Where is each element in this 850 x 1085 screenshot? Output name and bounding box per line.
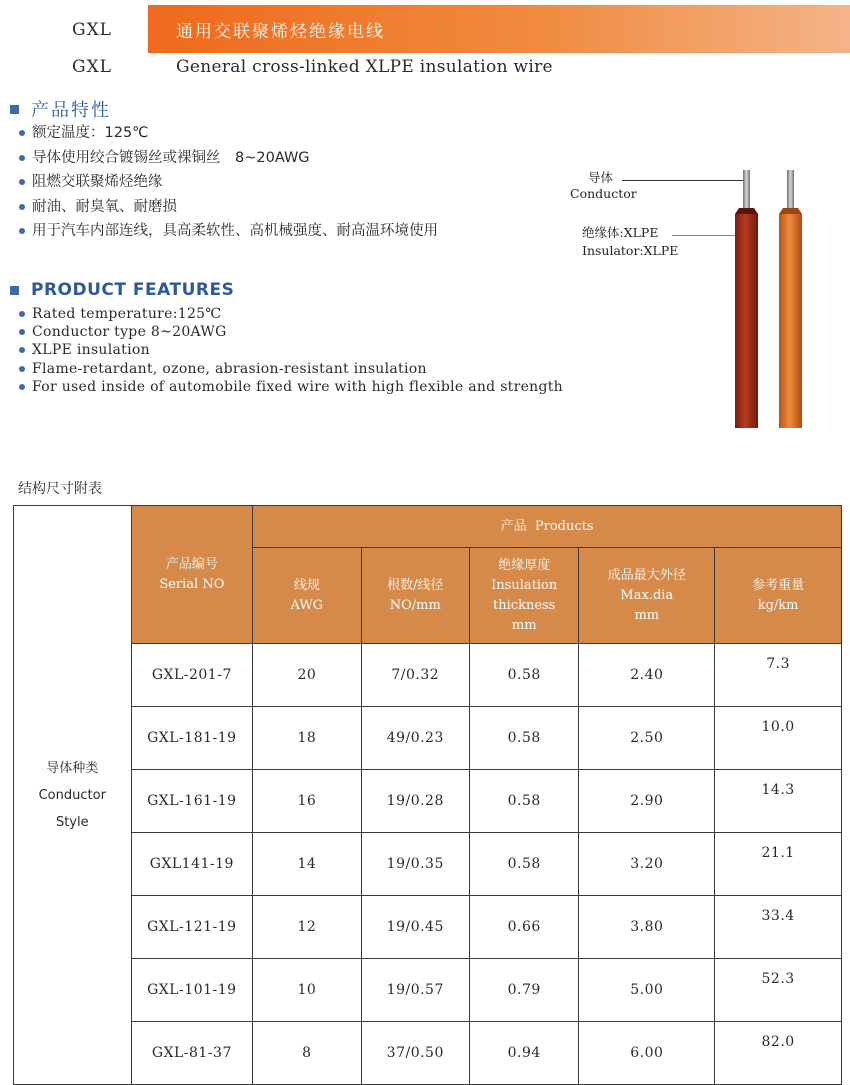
products-header-en: Products [534,518,594,534]
list-item: 导体使用绞合镀锡丝或裸铜丝 8~20AWG [10,146,438,171]
table-row [14,896,842,959]
conductor-style-cn: 导体种类 [46,760,99,776]
thickness-header-en-3: mm [511,617,537,633]
awg-cell: 12 [253,896,361,959]
awg-cell: 14 [253,833,361,896]
max-dia-cell: 3.20 [579,833,715,896]
max-dia-cell: 2.40 [579,644,715,707]
product-title-cn: 通用交联聚烯烃绝缘电线 [176,22,385,42]
list-item: 额定温度：125℃ [10,121,438,146]
list-item: Rated temperature:125℃ [10,305,563,323]
table-caption: 结构尺寸附表 [18,481,102,497]
thickness-header-en-1: Insulation [491,577,558,593]
serial-cell: GXL-81-37 [131,1022,253,1085]
weight-header-en: kg/km [757,597,799,613]
max-dia-cell: 6.00 [579,1022,715,1085]
weight-header-cn: 参考重量 [752,577,805,593]
table-row [14,833,842,896]
conductor-leader-line [622,180,744,181]
thickness-header [469,548,578,644]
strand-cell: 19/0.28 [361,770,469,833]
max-dia-header-en-1: Max.dia [620,587,674,603]
max-dia-cell: 2.50 [579,707,715,770]
conductor-style-cell [14,506,132,1085]
features-en-heading-text: PRODUCT FEATURES [31,280,235,300]
weight-cell: 21.1 [715,833,842,896]
thickness-cell: 0.58 [469,770,578,833]
list-item: 耐油、耐臭氧、耐磨损 [10,195,438,220]
strand-header-en: NO/mm [389,597,441,613]
max-dia-cell: 2.90 [579,770,715,833]
max-dia-header-en-2: mm [634,607,660,623]
list-item: Flame-retardant, ozone, abrasion-resistant insulation [10,360,563,378]
weight-cell: 10.0 [715,707,842,770]
strand-cell: 19/0.57 [361,959,469,1022]
table-row [14,1022,842,1085]
serial-cell: GXL-121-19 [131,896,253,959]
conductor-style-en-2: Style [55,814,89,830]
awg-cell: 10 [253,959,361,1022]
list-item: XLPE insulation [10,341,563,359]
weight-header [715,548,842,644]
features-en-heading [10,280,234,300]
serial-header-cn: 产品编号 [165,556,218,572]
thickness-cell: 0.94 [469,1022,578,1085]
thickness-cell: 0.66 [469,896,578,959]
strand-cell: 37/0.50 [361,1022,469,1085]
insulator-label-cn: 绝缘体:XLPE [582,225,659,240]
insulator-leader-line [672,235,736,236]
table-row [14,644,842,707]
thickness-cell: 0.58 [469,833,578,896]
serial-cell: GXL-101-19 [131,959,253,1022]
awg-header-cn: 线规 [293,577,320,593]
serial-cell: GXL-181-19 [131,707,253,770]
awg-cell: 18 [253,707,361,770]
product-code-cn: GXL [72,20,112,40]
awg-cell: 20 [253,644,361,707]
strand-cell: 7/0.32 [361,644,469,707]
conductor-label-cn: 导体 [588,170,614,185]
strand-header-cn: 根数/线径 [387,577,444,593]
list-item: For used inside of automobile fixed wire with high flexible and strength [10,378,563,396]
max-dia-cell: 5.00 [579,959,715,1022]
table-row [14,959,842,1022]
features-en-list [10,305,563,396]
list-item: 用于汽车内部连线，具高柔软性、高机械强度、耐高温环境使用 [10,219,438,244]
strand-cell: 19/0.45 [361,896,469,959]
awg-header-en: AWG [290,597,324,613]
list-item: Conductor type 8~20AWG [10,323,563,341]
square-bullet-icon [10,105,19,114]
products-header [253,506,842,548]
weight-cell: 52.3 [715,959,842,1022]
features-cn-list [10,121,438,244]
strand-header [361,548,469,644]
thickness-cell: 0.79 [469,959,578,1022]
thickness-cell: 0.58 [469,644,578,707]
features-cn-heading-text: 产品特性 [31,100,111,121]
strand-cell: 49/0.23 [361,707,469,770]
max-dia-cell: 3.80 [579,896,715,959]
insulator-label-en: Insulator:XLPE [582,243,679,258]
table-row [14,770,842,833]
wire-diagram [560,168,850,438]
wire-samples-icon [730,168,810,430]
square-bullet-icon [10,286,19,295]
thickness-cell: 0.58 [469,707,578,770]
conductor-label-en: Conductor [570,186,637,201]
weight-cell: 82.0 [715,1022,842,1085]
weight-cell: 33.4 [715,896,842,959]
product-title-en: General cross-linked XLPE insulation wire [176,57,553,77]
awg-cell: 8 [253,1022,361,1085]
conductor-style-en-1: Conductor [38,787,106,803]
list-item: 阻燃交联聚烯烃绝缘 [10,170,438,195]
weight-cell: 7.3 [715,644,842,707]
awg-header [253,548,361,644]
thickness-header-cn: 绝缘厚度 [498,557,551,573]
features-cn-heading [10,96,111,122]
serial-cell: GXL-161-19 [131,770,253,833]
strand-cell: 19/0.35 [361,833,469,896]
weight-cell: 14.3 [715,770,842,833]
max-dia-header-cn: 成品最大外径 [607,567,686,583]
awg-cell: 16 [253,770,361,833]
serial-cell: GXL-201-7 [131,644,253,707]
table-row [14,707,842,770]
serial-header [131,506,253,644]
products-header-cn: 产品 [500,518,527,534]
max-dia-header [579,548,715,644]
serial-header-en: Serial NO [159,576,225,592]
spec-table [13,505,842,1085]
product-code-en: GXL [72,57,112,77]
serial-cell: GXL141-19 [131,833,253,896]
thickness-header-en-2: thickness [493,597,556,613]
